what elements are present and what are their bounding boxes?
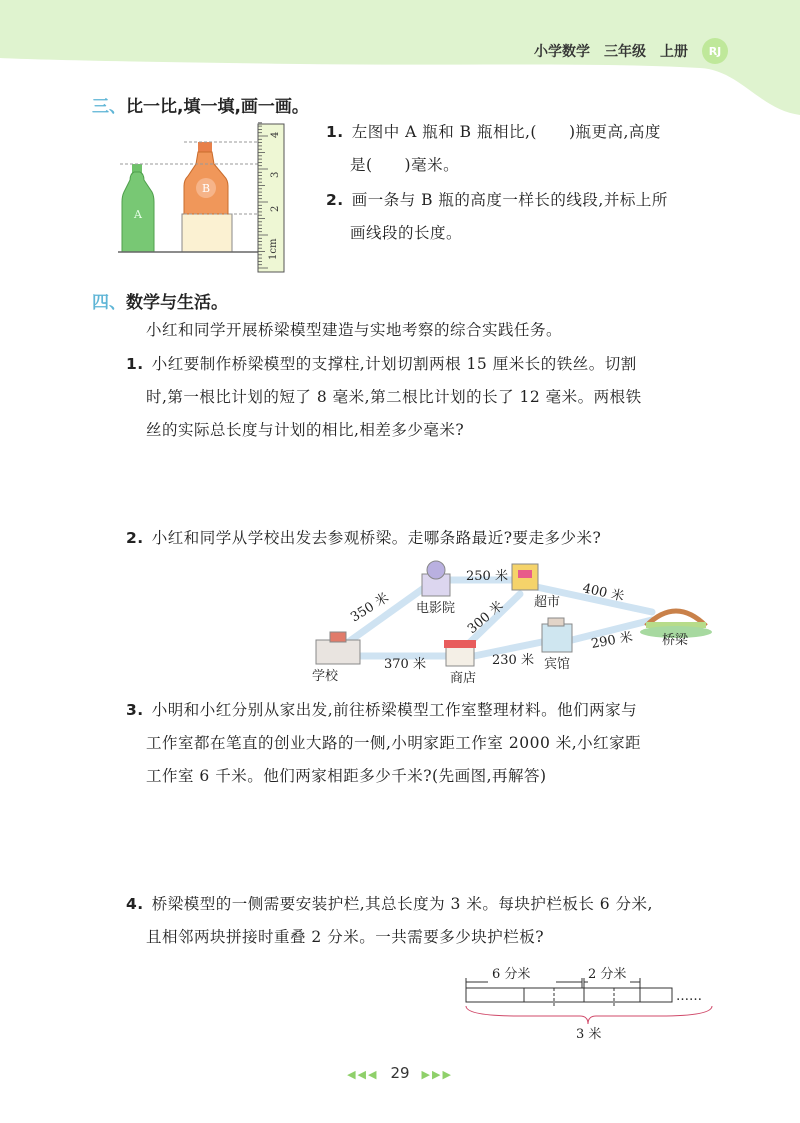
section3-q1-line2: 是( )毫米。 (350, 156, 460, 174)
map-d-school-shop: 370 米 (384, 657, 426, 672)
q4-3-line2: 工作室都在笔直的创业大路的一侧,小明家距工作室 2000 米,小红家距 (146, 734, 642, 752)
map-shop: 商店 (450, 671, 477, 686)
q4-3-number: 3. (126, 701, 144, 719)
q4-1-number: 1. (126, 355, 144, 373)
stand-box (182, 214, 232, 252)
section3-q2 (326, 184, 746, 250)
q4-1-line2: 时,第一根比计划的短了 8 毫米,第二根比计划的长了 12 毫米。两根铁 (146, 388, 642, 406)
railing-diagram (460, 954, 730, 1044)
section3-heading (92, 92, 309, 117)
section4-number: 四、 (92, 293, 126, 313)
page-footer (0, 1064, 800, 1082)
cinema-building (422, 561, 450, 596)
section3-number: 三、 (92, 97, 126, 117)
section4-intro: 小红和同学开展桥梁模型建造与实地考察的综合实践任务。 (146, 321, 563, 339)
map-school: 学校 (312, 669, 339, 684)
q4-4-line1: 桥梁模型的一侧需要安装护栏,其总长度为 3 米。每块护栏板长 6 分米, (151, 895, 653, 913)
q4-4 (126, 888, 746, 954)
header-grade: 三年级 (604, 44, 646, 60)
header-volume: 上册 (660, 44, 688, 60)
railing-board-length: 6 分米 (492, 967, 531, 982)
section4-heading (92, 288, 228, 313)
section3-q2-number: 2. (326, 191, 344, 209)
footer-left-arrows: ◀◀◀ (347, 1068, 379, 1081)
header-info (534, 38, 728, 64)
ruler-tick-3: 3 (270, 171, 281, 178)
section3-q1 (326, 116, 746, 182)
q4-4-number: 4. (126, 895, 144, 913)
map-d-hotel-bridge: 290 米 (590, 629, 635, 652)
map-d-shop-hotel: 230 米 (492, 653, 534, 668)
bottle-b-label: B (201, 182, 211, 195)
section3-q2-line2: 画线段的长度。 (350, 224, 463, 242)
bottle-a (122, 164, 154, 252)
q4-3-line3: 工作室 6 千米。他们两家相距多少千米?(先画图,再解答) (146, 767, 547, 785)
shop-building (444, 640, 476, 666)
q4-2-line1: 小红和同学从学校出发去参观桥梁。走哪条路最近?要走多少米? (151, 529, 602, 547)
q4-3 (126, 694, 746, 793)
q4-4-line2: 且相邻两块拼接时重叠 2 分米。一共需要多少块护栏板? (146, 928, 545, 946)
hotel-building (542, 618, 572, 652)
section3-title: 比一比,填一填,画一画。 (126, 97, 309, 117)
rj-badge: RJ (702, 38, 728, 64)
bottle-b (184, 142, 228, 214)
map-d-shop-super: 300 米 (464, 598, 507, 638)
ruler-tick-2: 2 (270, 205, 281, 212)
section3-q1-line1: 左图中 A 瓶和 B 瓶相比,( )瓶更高,高度 (351, 123, 661, 141)
route-map (296, 556, 726, 686)
railing-overlap: 2 分米 (588, 967, 627, 982)
map-cinema: 电影院 (416, 601, 456, 616)
map-d-school-cinema: 350 米 (348, 590, 392, 626)
ruler-tick-4: 4 (270, 131, 281, 138)
map-hotel: 宾馆 (544, 657, 571, 672)
q4-1-line3: 丝的实际总长度与计划的相比,相差多少毫米? (146, 421, 465, 439)
section3-q2-line1: 画一条与 B 瓶的高度一样长的线段,并标上所 (351, 191, 668, 209)
q4-2-number: 2. (126, 529, 144, 547)
map-d-cinema-super: 250 米 (466, 569, 508, 584)
footer-right-arrows: ▶▶▶ (421, 1068, 453, 1081)
ruler (258, 123, 284, 272)
railing-dots: …… (676, 989, 702, 1004)
railing-total: 3 米 (576, 1027, 602, 1042)
map-d-super-bridge: 400 米 (581, 581, 626, 605)
q4-3-line1: 小明和小红分别从家出发,前往桥梁模型工作室整理材料。他们两家与 (151, 701, 638, 719)
section4-title: 数学与生活。 (126, 293, 228, 313)
supermarket-building (512, 564, 538, 590)
map-supermarket: 超市 (534, 595, 561, 610)
page-number: 29 (390, 1064, 410, 1082)
q4-1 (126, 348, 746, 447)
map-bridge: 桥梁 (662, 633, 689, 648)
q4-1-line1: 小红要制作桥梁模型的支撑柱,计划切割两根 15 厘米长的铁丝。切割 (151, 355, 637, 373)
bottle-a-label: A (134, 208, 142, 221)
bottle-ruler-figure (118, 120, 293, 276)
header-subject: 小学数学 (534, 44, 590, 60)
section3-q1-number: 1. (326, 123, 344, 141)
ruler-unit: 1cm (268, 238, 279, 260)
q4-2 (126, 522, 746, 555)
